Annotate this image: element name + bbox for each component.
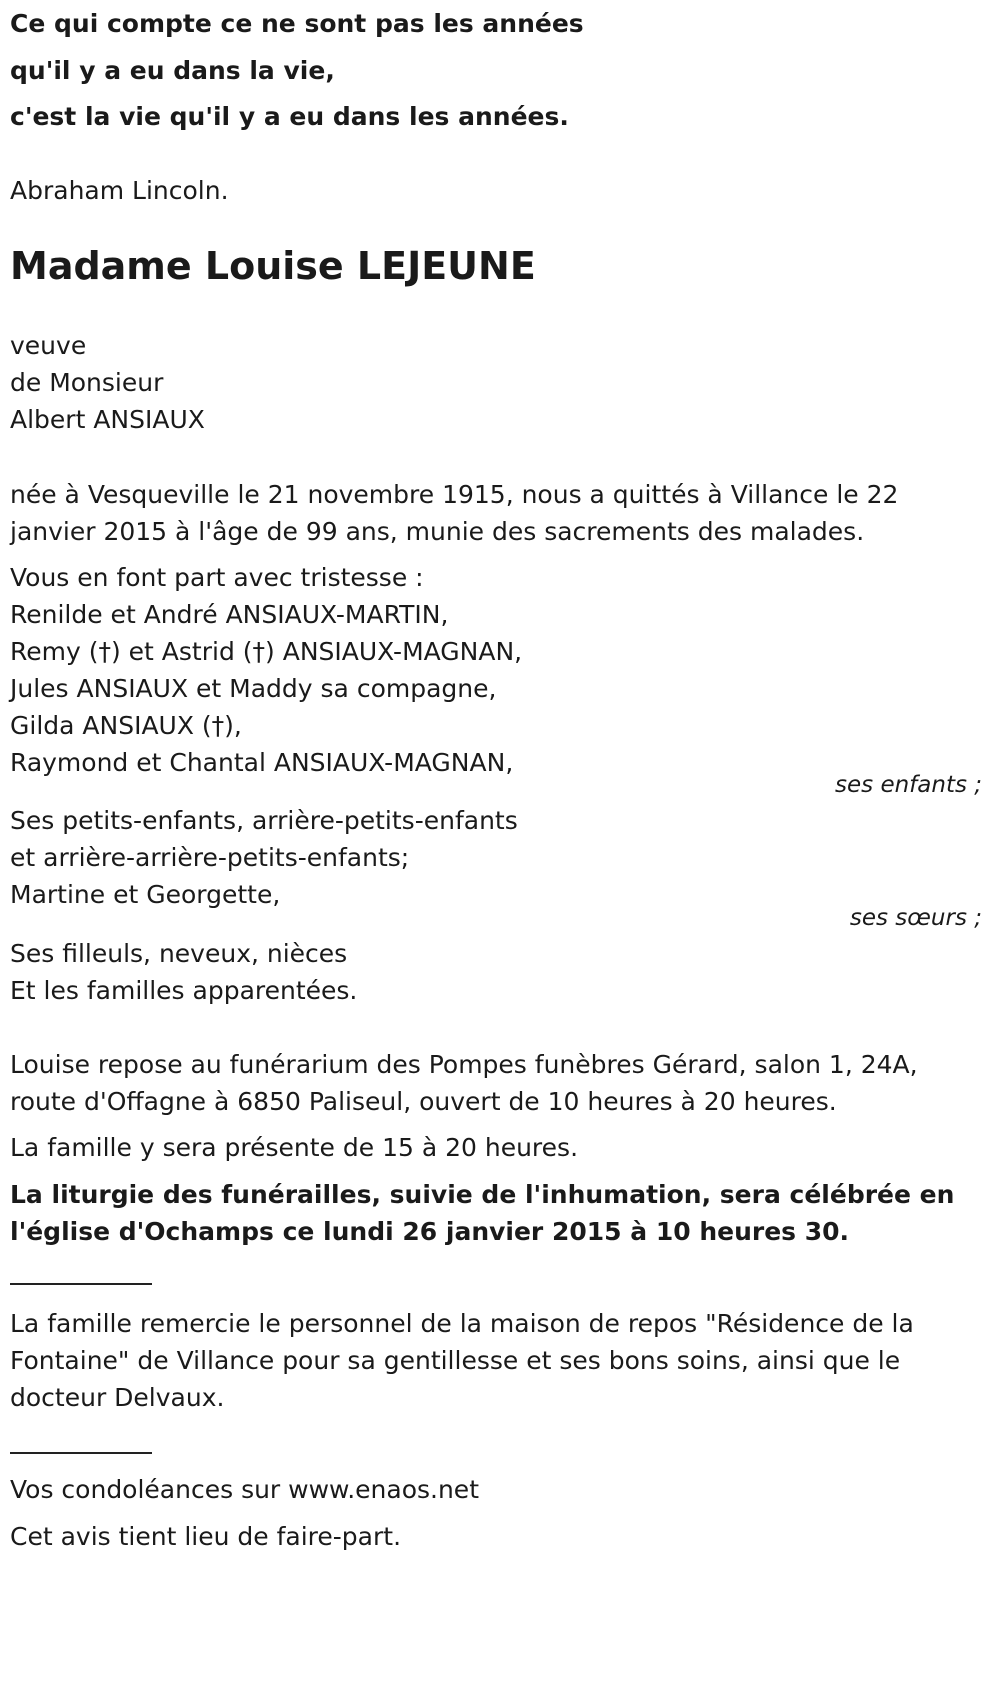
spouse-name: Albert ANSIAUX: [10, 405, 205, 434]
child-entry: Gilda ANSIAUX (†),: [10, 711, 242, 740]
birth-death-line-2: janvier 2015 à l'âge de 99 ans, munie des sacrements des malades.: [10, 517, 865, 546]
child-entry: Renilde et André ANSIAUX-MARTIN,: [10, 600, 449, 629]
children-label: ses enfants ;: [835, 772, 982, 798]
quote-line-1: Ce qui compte ce ne sont pas les années: [10, 9, 584, 38]
sisters-label: ses sœurs ;: [849, 905, 982, 931]
sisters-names: Martine et Georgette,: [10, 880, 281, 909]
widow-status: veuve: [10, 331, 87, 360]
condolences-link-text: Vos condoléances sur www.enaos.net: [10, 1475, 479, 1504]
repose-line-1: Louise repose au funérarium des Pompes funèbres Gérard, salon 1, 24A,: [10, 1050, 918, 1079]
birth-death-line-1: née à Vesqueville le 21 novembre 1915, nous a quittés à Villance le 22: [10, 480, 899, 509]
child-entry: Raymond et Chantal ANSIAUX-MAGNAN,: [10, 748, 514, 777]
repose-line-2: route d'Offagne à 6850 Paliseul, ouvert de 10 heures à 20 heures.: [10, 1087, 837, 1116]
thanks-line-3: docteur Delvaux.: [10, 1383, 225, 1412]
separator-line: [10, 1283, 152, 1285]
child-entry: Remy (†) et Astrid (†) ANSIAUX-MAGNAN,: [10, 637, 523, 666]
quote-line-2: qu'il y a eu dans la vie,: [10, 56, 335, 85]
thanks-line-2: Fontaine" de Villance pour sa gentillesse et ses bons soins, ainsi que le: [10, 1346, 901, 1375]
child-entry: Jules ANSIAUX et Maddy sa compagne,: [10, 674, 497, 703]
liturgy-line-1: La liturgie des funérailles, suivie de l'inhumation, sera célébrée en: [10, 1180, 955, 1209]
grandchildren-line: Ses petits-enfants, arrière-petits-enfants: [10, 806, 518, 835]
notice-statement: Cet avis tient lieu de faire-part.: [10, 1522, 402, 1551]
announcement-intro: Vous en font part avec tristesse :: [10, 563, 424, 592]
grandchildren-line: et arrière-arrière-petits-enfants;: [10, 843, 410, 872]
thanks-line-1: La famille remercie le personnel de la maison de repos "Résidence de la: [10, 1309, 914, 1338]
separator-line: [10, 1452, 152, 1454]
extended-family-line: Et les familles apparentées.: [10, 976, 358, 1005]
family-present: La famille y sera présente de 15 à 20 heures.: [10, 1133, 579, 1162]
liturgy-line-2: l'église d'Ochamps ce lundi 26 janvier 2015 à 10 heures 30.: [10, 1217, 850, 1246]
widow-of: de Monsieur: [10, 368, 164, 397]
extended-family-line: Ses filleuls, neveux, nièces: [10, 939, 348, 968]
quote-line-3: c'est la vie qu'il y a eu dans les années.: [10, 102, 569, 131]
deceased-name: Madame Louise LEJEUNE: [10, 244, 536, 288]
quote-author: Abraham Lincoln.: [10, 176, 229, 205]
